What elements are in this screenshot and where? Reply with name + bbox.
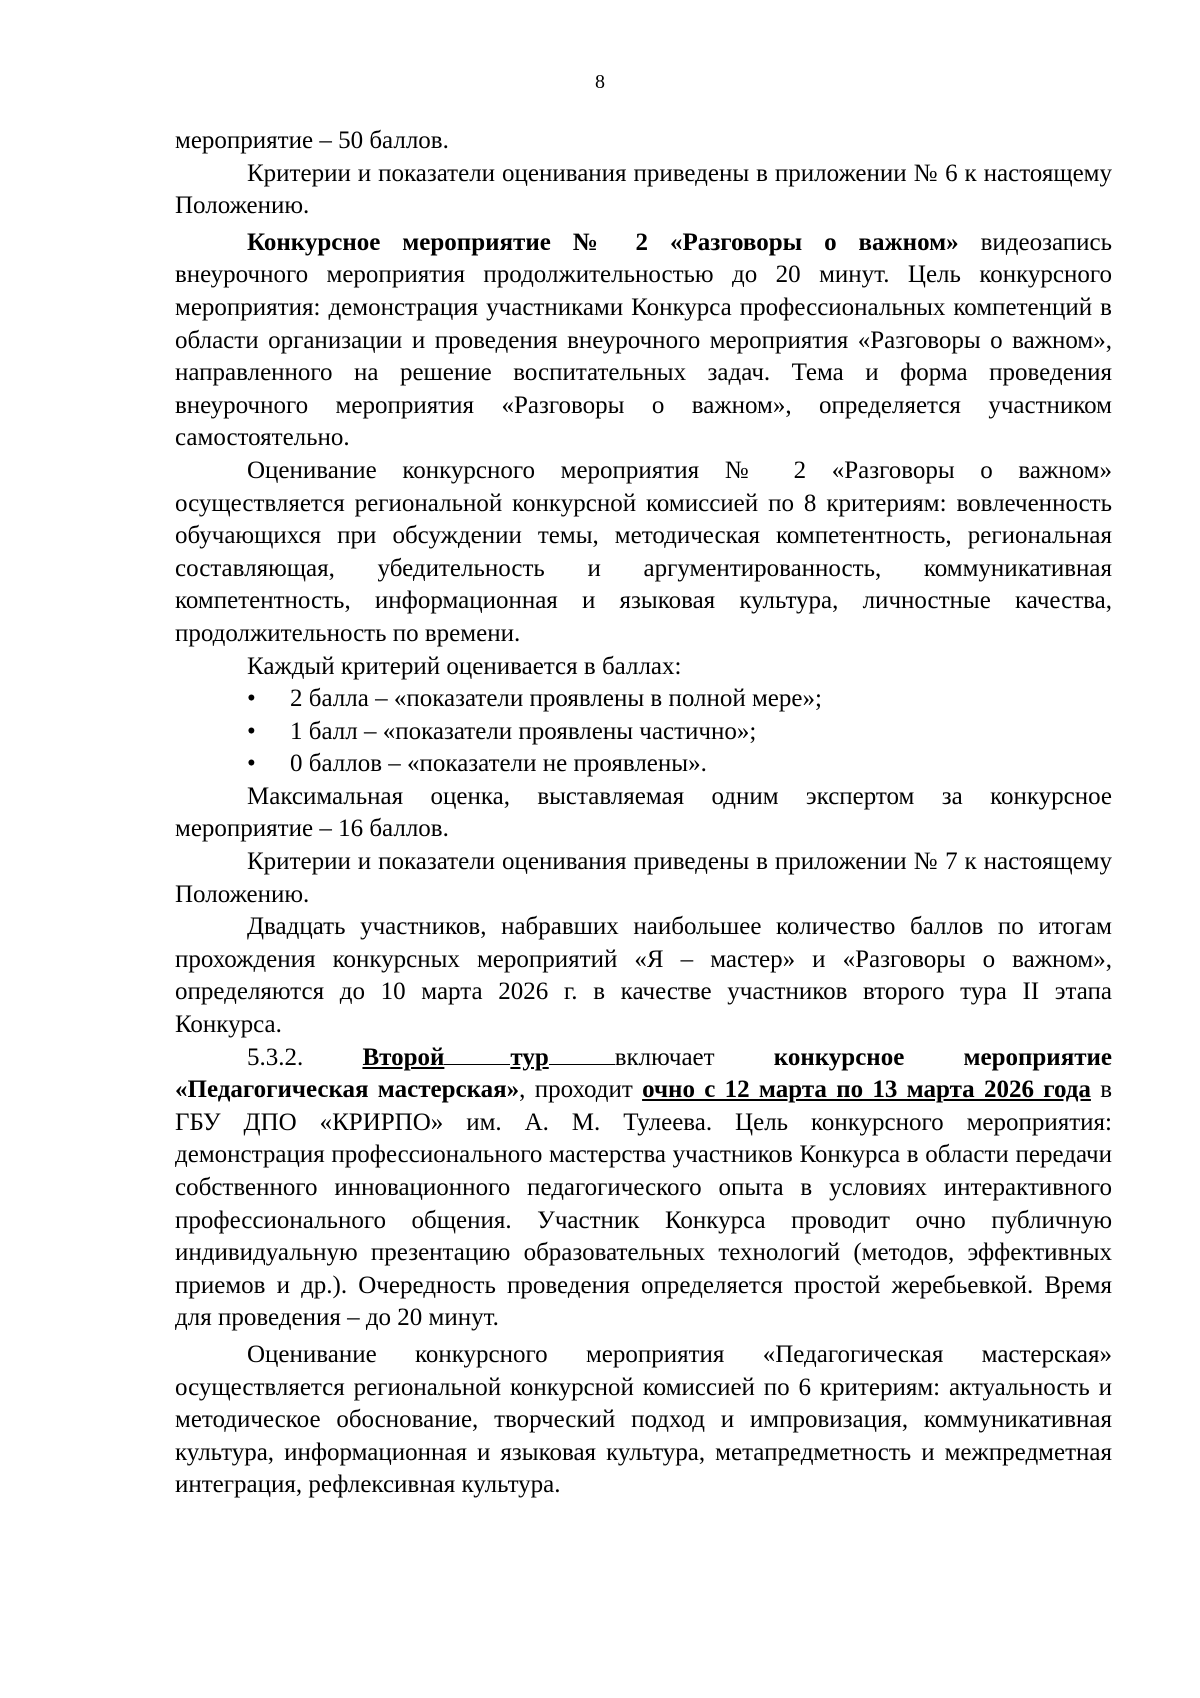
second-tour-label-2: тур [510, 1043, 549, 1071]
bullet-icon: • [247, 750, 256, 778]
paragraph: Максимальная оценка, выставляемая одним экспертом за конкурсное мероприятие – 16 баллов. [175, 782, 1112, 843]
list-item-text: 0 баллов – «показатели не проявлены». [290, 750, 707, 778]
score-list [175, 683, 1112, 781]
text-fragment: включает [614, 1043, 774, 1071]
paragraph: Двадцать участников, набравших наибольшее количество баллов по итогам прохождения конкурсных мероприятий «Я – мастер» и «Разговоры о важном», определяются до 10 марта 2026 г. в качестве участников второго тура II этапа Конкурса. [175, 913, 1112, 1039]
section-number: 5.3.2. [247, 1043, 363, 1071]
list-item [175, 716, 1112, 749]
paragraph: Каждый критерий оценивается в баллах: [247, 652, 682, 680]
page-number: 8 [595, 71, 605, 93]
underline-tab [444, 1042, 510, 1065]
second-tour-label-1: Второй [362, 1043, 445, 1071]
paragraph: Оценивание конкурсного мероприятия «Педагогическая мастерская» осуществляется региональной конкурсной комиссией по 6 критериям: актуальность и методическое обоснование, творческий подход и импровизация, коммуникативная культура, информационная и языковая культура, метапредметность и межпредметная интеграция, рефлексивная культура. [175, 1340, 1112, 1499]
paragraph-contest-event-2 [175, 227, 1112, 455]
bullet-icon: • [247, 685, 256, 713]
second-tour-dates: очно с 12 марта по 13 марта 2026 года [642, 1076, 1091, 1104]
document-body [175, 125, 1112, 1502]
contest-event-2-description: видеозапись внеурочного мероприятия продолжительностью до 20 минут. Цель конкурсного мероприятия: демонстрация участниками Конкурса профессиональных компетенций в области организации и проведения внеурочного мероприятия «Разговоры о важном», направленного на решение воспитательных задач. Тема и форма проведения внеурочного мероприятия «Разговоры о важном», определяется участником самостоятельно. [175, 228, 1112, 452]
bullet-icon: • [247, 717, 256, 745]
text-fragment: в ГБУ ДПО «КРИРПО» им. А. М. Тулеева. Цель конкурсного мероприятия: демонстрация профессионального мастерства участников Конкурса в области передачи собственного инновационного педагогического опыта в условиях интерактивного профессионального общения. Участник Конкурса проводит очно публичную индивидуальную презентацию образовательных технологий (методов, эффективных приемов и др.). Очередность проведения определяется простой жеребьевкой. Время для проведения – до 20 минут. [175, 1076, 1112, 1332]
paragraph: Критерии и показатели оценивания приведены в приложении № 6 к настоящему Положению. [175, 159, 1112, 220]
paragraph-second-tour [175, 1042, 1112, 1335]
paragraph: мероприятие – 50 баллов. [175, 127, 449, 154]
list-item [175, 748, 1112, 781]
paragraph: Критерии и показатели оценивания приведены в приложении № 7 к настоящему Положению. [175, 848, 1112, 908]
contest-event-2-title: Конкурсное мероприятие № 2 «Разговоры о важном» [247, 228, 959, 256]
list-item-text: 1 балл – «показатели проявлены частично»; [290, 717, 757, 745]
list-item-text: 2 балла – «показатели проявлены в полной мере»; [290, 685, 822, 713]
text-fragment: , проходит [519, 1076, 643, 1104]
pedagogical-workshop-title: конкурсное мероприятие «Педагогическая мастерская» [175, 1043, 1113, 1104]
list-item [175, 683, 1112, 716]
underline-tab [549, 1042, 615, 1065]
paragraph: Оценивание конкурсного мероприятия № 2 «Разговоры о важном» осуществляется региональной конкурсной комиссией по 8 критериям: вовлеченность обучающихся при обсуждении темы, методическая компетентность, региональная составляющая, убедительность и аргументированность, коммуникативная компетентность, информационная и языковая культура, личностные качества, продолжительность по времени. [175, 456, 1112, 647]
